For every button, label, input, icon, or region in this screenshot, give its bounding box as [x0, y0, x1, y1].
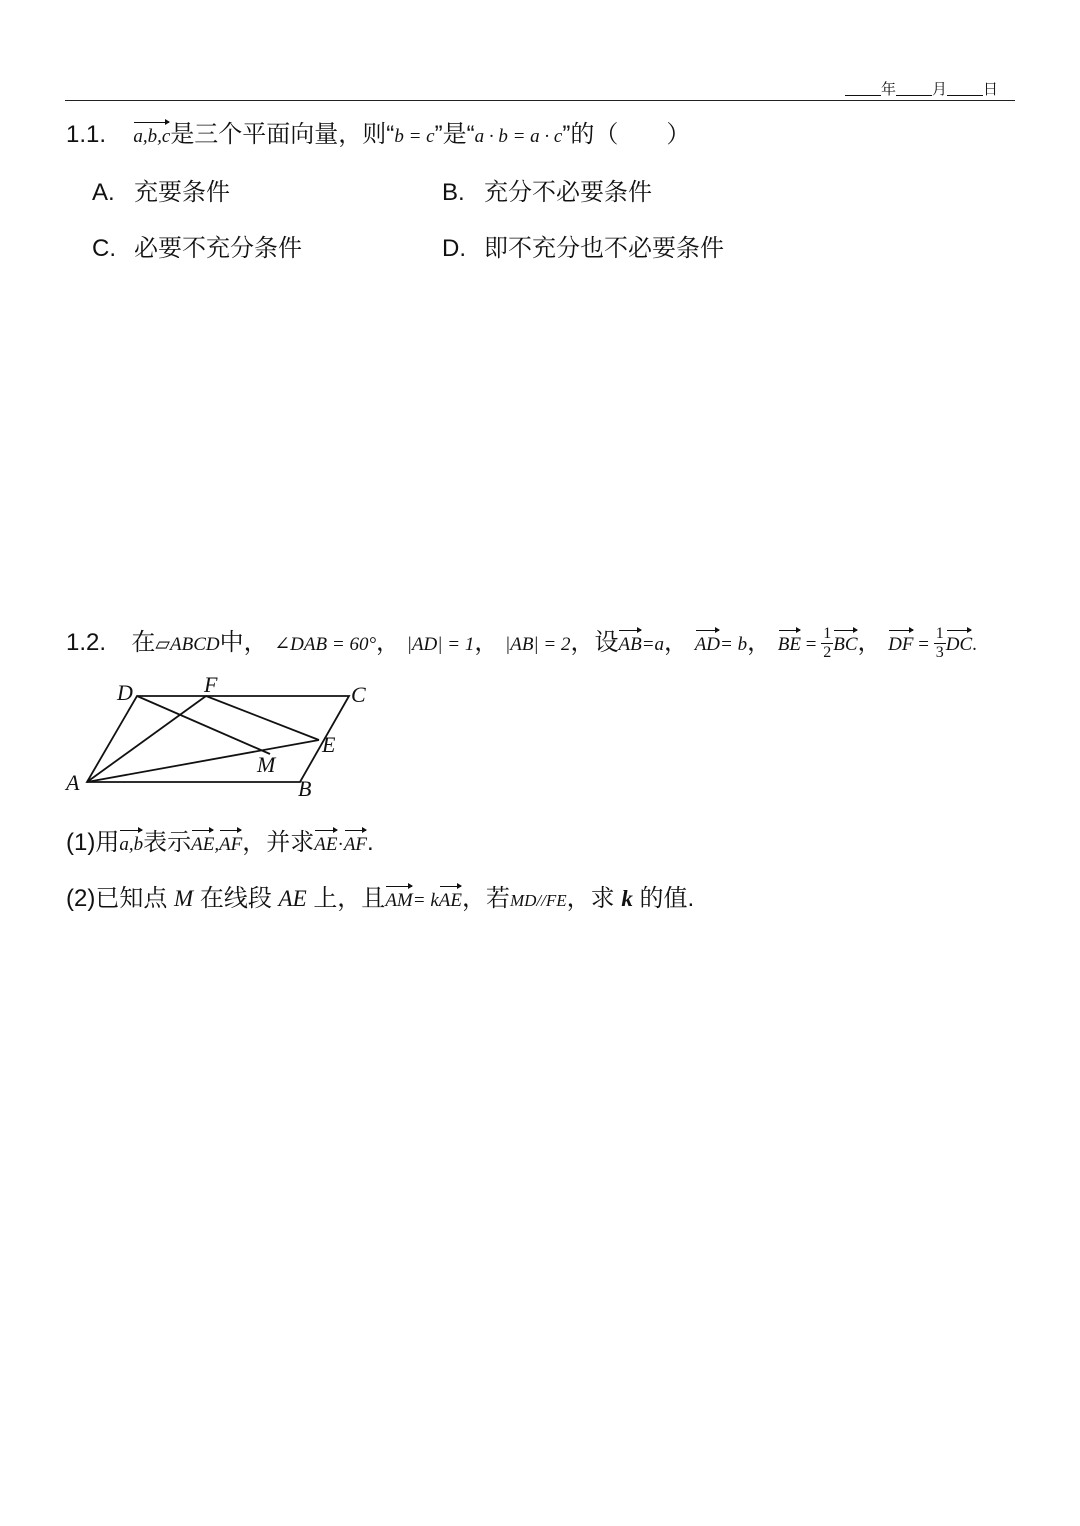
vectors-ab: a,b: [119, 828, 143, 856]
angle-condition: ∠DAB = 60°: [274, 634, 377, 655]
equals-b: = b: [720, 634, 748, 655]
part-text: 上，且: [313, 885, 386, 912]
comma: ，: [664, 629, 689, 656]
label-m: M: [257, 752, 276, 777]
comma: ，: [376, 629, 401, 656]
part-2: [66, 878, 694, 913]
point-m: M: [174, 886, 194, 911]
numerator: 1: [935, 625, 944, 643]
option-letter: A.: [92, 179, 115, 206]
part-text: ，若: [461, 885, 510, 912]
ad-length: |AD| = 1: [406, 634, 475, 655]
month-blank[interactable]: [896, 81, 932, 96]
vector-af: AF: [344, 828, 367, 856]
label-b: B: [298, 776, 312, 801]
option-text: 充分不必要条件: [484, 179, 652, 206]
segment-af: [87, 696, 206, 782]
comma: ，: [474, 629, 499, 656]
period: .: [972, 634, 977, 655]
option-letter: D.: [442, 235, 466, 262]
vector-list: a,b,c: [133, 120, 170, 148]
question-number: 1.1.: [66, 121, 107, 148]
part-label: (1): [66, 829, 96, 856]
day-blank[interactable]: [947, 81, 983, 96]
stem-part-1: 是三个平面向量，则“: [170, 121, 395, 148]
set-word: 设: [594, 629, 619, 656]
parallelogram-name: ▱ABCD: [155, 634, 220, 655]
period: .: [367, 829, 374, 856]
option-text: 即不充分也不必要条件: [484, 235, 724, 262]
condition-2: a · b = a · c: [474, 126, 563, 147]
day-label: 日: [983, 81, 999, 98]
part-text: ，并求: [242, 829, 315, 856]
comma: ，: [570, 629, 595, 656]
fraction-half: [821, 625, 833, 662]
header-rule: [65, 100, 1015, 101]
vector-ad: AD: [695, 628, 720, 656]
comma: ，: [857, 629, 882, 656]
segment-ae: [87, 740, 319, 782]
vector-ae: AE: [191, 828, 214, 856]
month-label: 月: [932, 81, 948, 98]
vector-ae: AE: [314, 828, 337, 856]
equals-a: =a: [641, 634, 665, 655]
part-text: ，求: [566, 885, 615, 912]
vector-am: AM: [385, 884, 412, 912]
stem-part-3: ”的（ ）: [562, 121, 691, 148]
dot-operator: ·: [337, 834, 344, 855]
option-letter: B.: [442, 179, 465, 206]
segment-dm: [137, 696, 270, 754]
parallelogram-figure: [60, 668, 400, 803]
part-1: (1)用a,b表示AE,AF，并求AE·AF.: [66, 829, 374, 856]
option-text: 必要不充分条件: [134, 235, 302, 262]
option-letter: C.: [92, 235, 116, 262]
fraction-third: [934, 625, 946, 662]
numerator: 1: [823, 625, 832, 643]
label-a: A: [66, 770, 80, 795]
comma: ，: [747, 629, 772, 656]
segment-ae-name: AE: [278, 886, 307, 911]
mid-word: 中，: [219, 629, 268, 656]
vector-ae: AE: [439, 884, 462, 912]
option-d[interactable]: [442, 228, 724, 263]
vector-be: BE: [778, 628, 801, 656]
part-text: 表示: [143, 829, 192, 856]
option-b[interactable]: [442, 172, 652, 207]
option-a[interactable]: [92, 172, 230, 207]
vector-af: AF: [219, 828, 242, 856]
part-text: 已知点: [95, 885, 168, 912]
part-text: 用: [95, 829, 120, 856]
date-line: [845, 78, 1025, 99]
condition-1: b = c: [394, 126, 435, 147]
parallel-condition: MD//FE: [509, 891, 567, 910]
option-text: 充要条件: [134, 179, 230, 206]
vector-ab: AB: [618, 628, 641, 656]
option-c[interactable]: [92, 228, 302, 263]
part-label: (2): [66, 885, 96, 912]
label-c: C: [351, 682, 366, 707]
question-number: 1.2.: [66, 629, 107, 656]
label-d: D: [117, 680, 133, 705]
year-label: 年: [881, 81, 897, 98]
vector-df: DF: [888, 628, 913, 656]
variable-k: k: [621, 886, 633, 911]
vector-dc: DC: [946, 628, 972, 656]
equals-k: = k: [412, 890, 439, 911]
denominator: 3: [935, 644, 944, 662]
part-text: 在线段: [199, 885, 272, 912]
stem-part-2: ”是“: [434, 121, 475, 148]
label-e: E: [322, 732, 336, 757]
ab-length: |AB| = 2: [505, 634, 571, 655]
parallelogram-abcd: [87, 696, 349, 782]
question-1-2-stem: 1.2. 在▱ABCD中， ∠DAB = 60°， |AD| = 1， |AB| = 2，设AB=a， AD= b， BE = $\frac{1}{2}$ BC， DF = $\frac{1}{3}$ DC.: [66, 625, 977, 662]
denominator: 2: [823, 644, 832, 662]
year-blank[interactable]: [845, 81, 881, 96]
question-1-1-stem: [66, 114, 690, 149]
vector-bc: BC: [833, 628, 857, 656]
label-f: F: [204, 672, 218, 697]
part-text: 的值.: [639, 885, 695, 912]
intro-word: 在: [131, 629, 156, 656]
